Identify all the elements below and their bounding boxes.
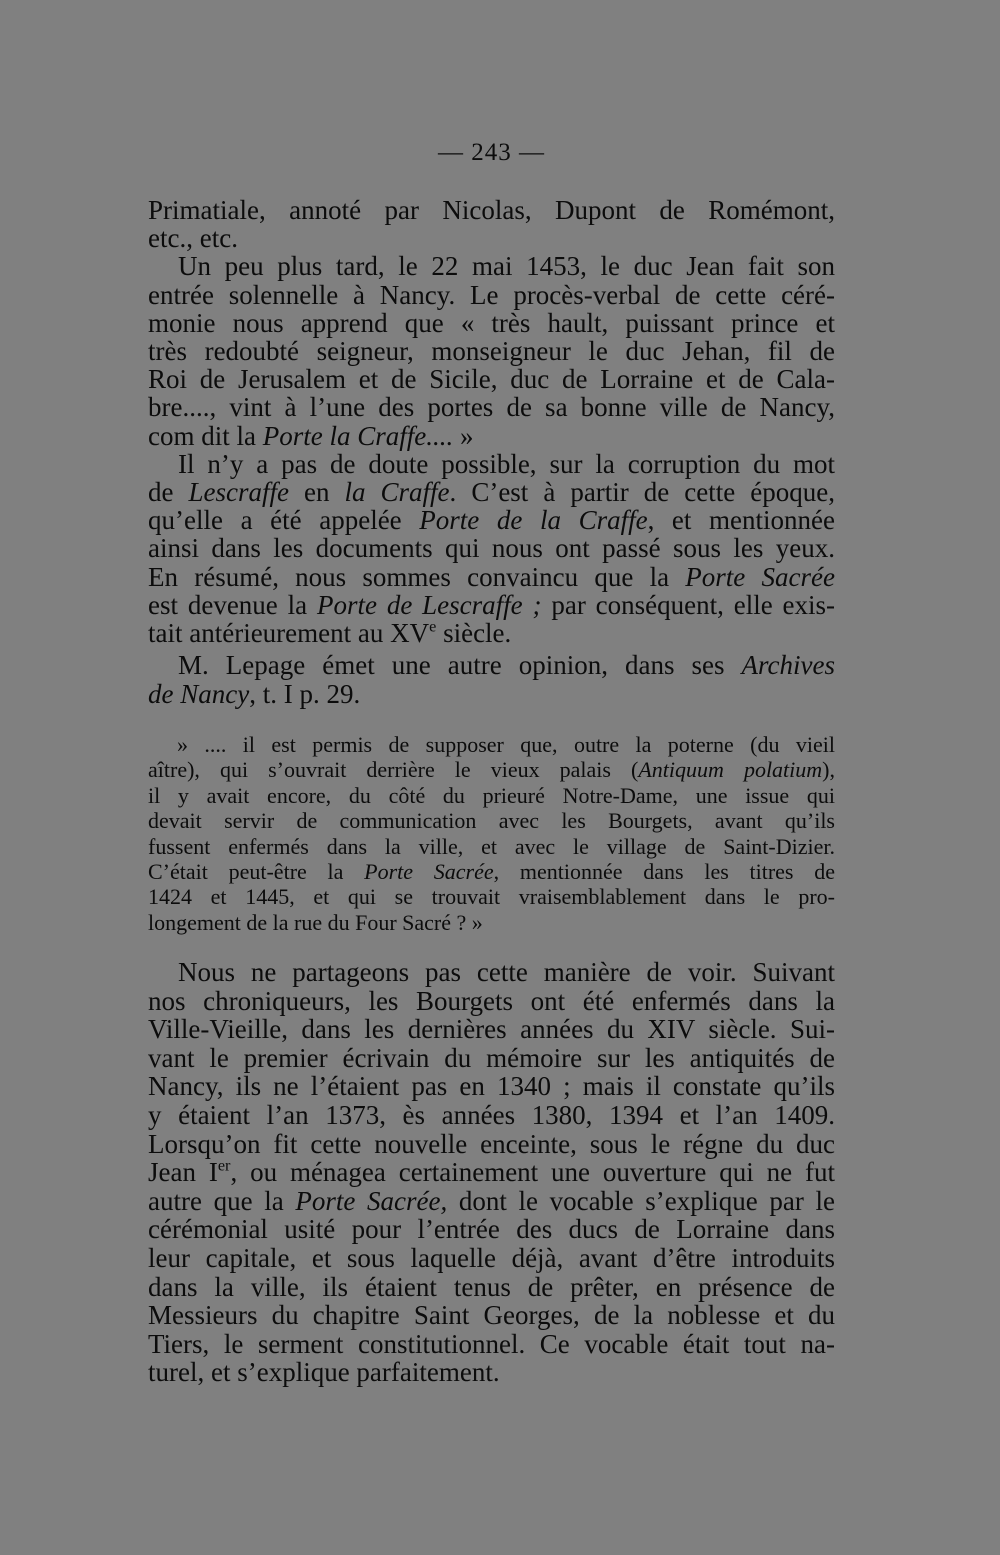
text-run: Jean I <box>148 1157 218 1188</box>
text-run: est devenue la <box>148 589 317 620</box>
text-line <box>148 422 835 450</box>
paragraph <box>148 958 835 1387</box>
text-block <box>148 196 835 647</box>
text-line <box>148 1158 835 1187</box>
text-run: , ou ménagea certainement une ouverture qui ne fut <box>230 1157 835 1188</box>
quote-paragraph <box>148 732 835 935</box>
text-run: etc., etc. <box>148 223 238 254</box>
text-run: cérémonial usité pour l’entrée des ducs de Lorraine dans <box>148 1214 835 1245</box>
text-line <box>148 309 835 337</box>
text-run: longement de la rue du Four Sacré ? » <box>148 909 483 935</box>
text-line <box>148 1015 835 1044</box>
text-run: . C’est à partir de cette époque, <box>449 477 835 508</box>
text-line <box>148 910 835 935</box>
text-line <box>148 783 835 808</box>
text-run: entrée solennelle à Nancy. Le procès-verbal de cette céré- <box>148 279 835 310</box>
text-line <box>148 859 835 884</box>
text-run: Messieurs du chapitre Saint Georges, de la noblesse et du <box>148 1300 835 1331</box>
text-line <box>148 1215 835 1244</box>
block-quote <box>148 732 835 935</box>
paragraph <box>148 450 835 647</box>
text-run: Il n’y a pas de doute possible, sur la corruption du mot <box>178 448 835 479</box>
italic-text: de Nancy <box>148 678 250 709</box>
italic-text: Porte Sacrée <box>685 561 835 592</box>
text-line <box>148 680 835 709</box>
text-run: siècle. <box>436 618 512 649</box>
text-run: Un peu plus tard, le 22 mai 1453, le duc Jean fait son <box>178 251 835 282</box>
text-line <box>148 1101 835 1130</box>
text-run: Lorsqu’on fit cette nouvelle enceinte, sous le régne du duc <box>148 1128 835 1159</box>
text-run: Nous ne partageons pas cette manière de voir. Suivant <box>178 957 835 987</box>
text-line <box>148 834 835 859</box>
text-run: ), <box>822 757 835 783</box>
text-line <box>148 478 835 506</box>
italic-text: Lescraffe <box>188 477 289 508</box>
text-line <box>148 337 835 365</box>
text-run: Primatiale, annoté par Nicolas, Dupont de Romémont, <box>148 195 835 225</box>
text-line <box>148 1358 835 1387</box>
page-number: — 243 — <box>438 139 545 166</box>
text-run: fussent enfermés dans la ville, et avec le village de Saint-Dizier. <box>148 833 835 859</box>
text-run: com dit la <box>148 420 263 451</box>
text-line <box>148 1330 835 1359</box>
text-line <box>148 884 835 909</box>
paragraph <box>148 651 835 708</box>
text-run: ainsi dans les documents qui nous ont passé sous les yeux. <box>148 533 835 564</box>
text-run: il y avait encore, du côté du prieuré Notre-Dame, une issue qui <box>148 782 835 808</box>
text-run: turel, et s’explique parfaitement. <box>148 1357 500 1388</box>
text-line <box>148 534 835 562</box>
text-run: très redoubté seigneur, monseigneur le duc Jehan, fil de <box>148 336 835 367</box>
text-run: qu’elle a été appelée <box>148 505 420 536</box>
italic-text: Antiquum polatium <box>638 757 823 783</box>
text-line <box>148 757 835 782</box>
text-line <box>148 732 835 757</box>
italic-text: Porte de Lescraffe ; <box>316 589 542 620</box>
text-run: aître), qui s’ouvrait derrière le vieux palais ( <box>148 757 639 783</box>
text-line <box>148 958 835 987</box>
italic-text: la Craffe <box>344 477 450 508</box>
text-line <box>148 1244 835 1273</box>
text-line <box>148 1130 835 1159</box>
text-block <box>148 651 835 708</box>
text-run: Ville-Vieille, dans les dernières années du XIV siècle. Sui- <box>148 1014 835 1045</box>
superscript-text: er <box>217 1156 231 1175</box>
text-run: de <box>148 477 189 508</box>
text-run: En résumé, nous sommes convaincu que la <box>148 561 686 592</box>
text-run: autre que la <box>148 1185 296 1216</box>
italic-text: Archives <box>741 650 835 680</box>
text-run: » .... il est permis de supposer que, outre la poterne (du vieil <box>177 732 835 757</box>
text-line <box>148 365 835 393</box>
text-line <box>148 591 835 619</box>
italic-text: Porte de la Craffe <box>419 505 648 536</box>
superscript-text: e <box>429 617 437 636</box>
text-line <box>148 281 835 309</box>
text-run: bre...., vint à l’une des portes de sa bonne ville de Nancy, <box>148 392 835 423</box>
text-line <box>148 1072 835 1101</box>
text-run: dans la ville, ils étaient tenus de prêter, en présence de <box>148 1271 835 1302</box>
text-run: Nancy, ils ne l’étaient pas en 1340 ; mais il constate qu’ils <box>148 1071 835 1102</box>
text-run: M. Lepage émet une autre opinion, dans ses <box>178 650 742 680</box>
text-line <box>148 1273 835 1302</box>
text-run: Tiers, le serment constitutionnel. Ce vocable était tout na- <box>148 1328 835 1359</box>
text-run: y étaient l’an 1373, ès années 1380, 1394 et l’an 1409. <box>148 1099 835 1130</box>
text-run: vant le premier écrivain du mémoire sur les antiquités de <box>148 1042 835 1073</box>
text-line <box>148 252 835 280</box>
paragraph <box>148 196 835 252</box>
text-line <box>148 1301 835 1330</box>
text-run: tait antérieurement au XV <box>148 618 430 649</box>
text-run: monie nous apprend que « très hault, puissant prince et <box>148 307 835 338</box>
text-line <box>148 450 835 478</box>
text-run: Roi de Jerusalem et de Sicile, duc de Lorraine et de Cala- <box>148 364 835 395</box>
italic-text: Porte Sacrée <box>364 859 494 885</box>
text-line <box>148 619 835 647</box>
text-line <box>148 651 835 680</box>
text-run: devait servir de communication avec les Bourgets, avant qu’ils <box>148 808 835 834</box>
text-run: leur capitale, et sous laquelle déjà, avant d’être introduits <box>148 1242 835 1273</box>
text-run: » <box>453 420 474 451</box>
text-run: , t. I p. 29. <box>249 678 361 709</box>
text-run: 1424 et 1445, et qui se trouvait vraisemblablement dans le pro- <box>148 884 835 910</box>
text-run: par conséquent, elle exis- <box>541 589 836 620</box>
italic-text: Porte la Craffe.... <box>262 420 454 451</box>
paragraph <box>148 252 835 449</box>
text-line <box>148 506 835 534</box>
text-block <box>148 958 835 1387</box>
text-run: dont le vocable s’explique par le <box>447 1185 835 1216</box>
text-run: en <box>289 477 345 508</box>
text-line <box>148 224 835 252</box>
italic-text: Porte Sacrée, <box>295 1185 448 1216</box>
text-line <box>148 1044 835 1073</box>
text-line <box>148 393 835 421</box>
text-run: C’était peut-être la <box>148 859 365 885</box>
text-run: , mentionnée dans les titres de <box>493 859 836 885</box>
text-run: nos chroniqueurs, les Bourgets ont été enfermés dans la <box>148 985 835 1016</box>
text-line <box>148 563 835 591</box>
text-run: , et mentionnée <box>647 505 835 536</box>
text-line <box>148 808 835 833</box>
text-line <box>148 196 835 224</box>
text-line <box>148 987 835 1016</box>
text-line <box>148 1187 835 1216</box>
